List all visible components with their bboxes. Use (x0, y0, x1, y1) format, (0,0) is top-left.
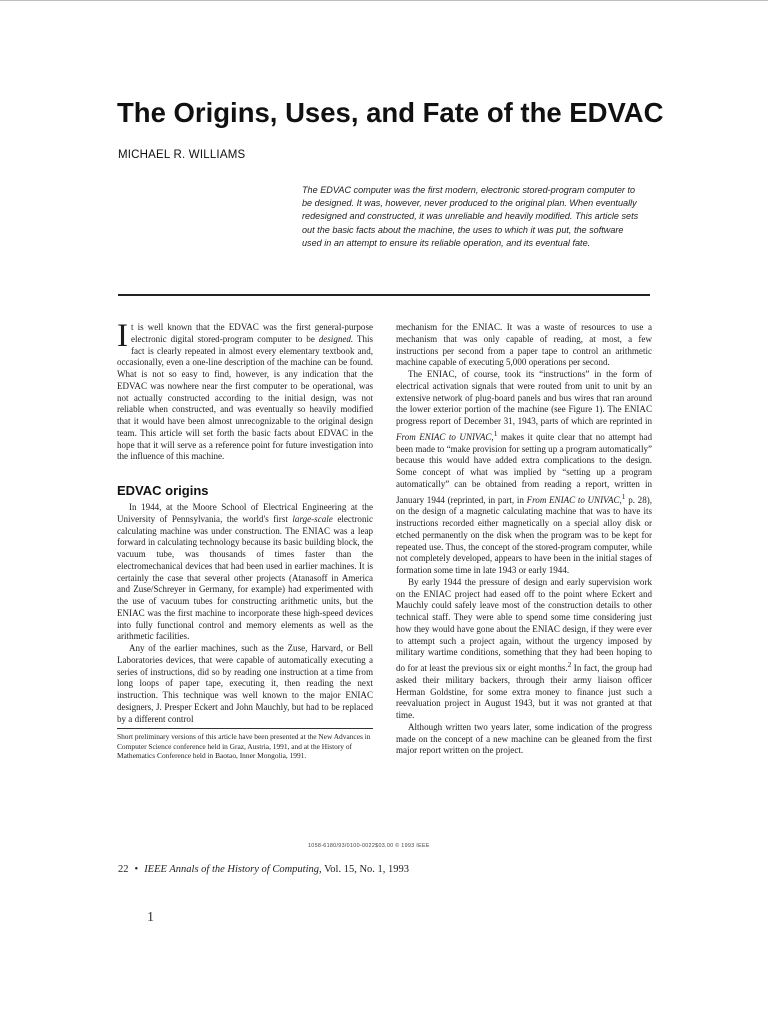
intro-paragraph (117, 318, 374, 463)
left-column (117, 318, 374, 761)
copyright-price-line: 1058-6180/93/0100-0022$03.00 © 1993 IEEE (308, 843, 430, 849)
scan-edge-line (0, 0, 768, 1)
reference-marker: 1 (493, 428, 498, 438)
para3-text-b: In fact, the group had asked their military backers, through their army liaison officer Herman Goldstine, for some extra money to finance just such a reevaluation project in August 1943, but it was not granted at that time. (396, 663, 652, 721)
citation-title-2: From ENIAC to UNIVAC, (526, 494, 622, 505)
early-1944-paragraph (396, 577, 652, 722)
footnote-separator (117, 728, 373, 729)
origins-paragraph (117, 502, 373, 643)
para2-text-a: The ENIAC, of course, took its “instructions” in the form of electrical activation signals that were routed from unit to unit by an extensive network of plug-board panels and bus wires that ran around the lower exterior portion of the machine (see Figure 1). The ENIAC progress report of December 31, 1943, parts of which are reprinted in (396, 369, 652, 426)
eniac-instructions-paragraph (396, 369, 652, 577)
abstract: The EDVAC computer was the first modern, electronic stored-program computer to be designed. It was, however, never produced to the original plan. When eventually redesigned and constructed, it was unreliable and heavily modified. This article sets out the basic facts about the machine, the uses to which it was put, the software used in an attempt to ensure its reliable operation, and its eventual fate. (302, 185, 639, 248)
author-name: MICHAEL R. WILLIAMS (118, 149, 246, 161)
intro-text-a: t is well known that the EDVAC was the first general-purpose electronic digital stored-program computer to be (131, 322, 373, 344)
scan-page-mark: 1 (147, 910, 154, 925)
origins-text-a: In 1944, at the Moore School of Electrical Engineering at the University of Pennsylvania, the world's first (117, 502, 373, 524)
reference-marker-3: 2 (567, 660, 572, 670)
intro-emphasis: designed. (318, 333, 354, 344)
journal-volume: Vol. 15, No. 1, 1993 (324, 864, 410, 875)
para2-text-c: p. 28), on the design of a magnetic calculating machine that was to have its instructions recorded either magnetically on a special alloy disk or etched permanently on the disk when the program was to be kept for repeated use. Thus, the concept of the stored-program computer, while not completely developed, appears to have been in the initial stages of formation some time in late 1943 or early 1944. (396, 494, 652, 576)
article-title: The Origins, Uses, and Fate of the EDVAC (117, 97, 664, 128)
footnote: Short preliminary versions of this article have been presented at the New Advances in Computer Science conference held in Graz, Austria, 1991, and at the History of Mathematics Conference held in Baotao, Inner Mongolia, 1991. (117, 732, 371, 761)
para3-text-a: By early 1944 the pressure of design and early supervision work on the ENIAC project had eased off to the point where Eckert and Mauchly could safely leave most of the construction details to other technical staff. They were able to spend some time considering just how they would have gone about the ENIAC design, if they were ever to attempt such a project again, without the urgency imposed by military wartime conditions, something that they had been hoping to do for at least the previous six or eight months. (396, 576, 652, 674)
page-number: 22 (118, 864, 129, 875)
origins-emphasis: large-scale (292, 513, 333, 524)
page-footer (118, 864, 409, 875)
intro-text-b: This fact is clearly repeated in almost every elementary textbook and, occasionally, even a one-line description of the machine can be found. What is not so easy to find, however, is any indication that the EDVAC was nowhere near the first computer to be operational, was not actually constructed according to the initial design, was not reliable when constructed, and was eventually so heavily modified that it would have been almost unrecognizable to the original design team. This article will set forth the basic facts about EDVAC in the hope that it will serve as a reference point for future investigation into the influence of this machine. (117, 333, 374, 462)
continued-paragraph: mechanism for the ENIAC. It was a waste of resources to use a mechanism that was only capable of reading, at most, a few instructions per second from a paper tape to control an arithmetic machine capable of executing 5,000 operations per second. (396, 322, 652, 368)
bullet-icon: • (134, 864, 139, 875)
section-heading: EDVAC origins (117, 483, 209, 498)
right-column (396, 322, 652, 757)
reference-marker-2: 1 (621, 491, 626, 501)
drop-cap: I (117, 318, 128, 354)
earlier-machines-paragraph: Any of the earlier machines, such as the Zuse, Harvard, or Bell Laboratories devices, that were capable of automatically executing a series of instructions, did so by reading one instruction at a time from long loops of paper tape, executing it, then reading the next instruction. This technique was well known to the major ENIAC designers, J. Presper Eckert and John Mauchly, but had to be replaced by a different control (117, 643, 373, 724)
para2-text-b: makes it quite clear that no attempt had been made to “make provision for setting up a program automatically” because this would have added extra complications to the design. Some concept of what was implied by “setting up a program automatically” can be obtained from reading a report, written in January 1944 (reprinted, in part, in (396, 431, 653, 505)
journal-name: IEEE Annals of the History of Computing, (144, 864, 322, 875)
header-rule (118, 294, 650, 296)
origins-text-b: electronic calculating machine was under construction. The ENIAC was a leap forward in calculating technology because its basic building block, the vacuum tube, was thousands of times faster than the electromechanical devices that had been used in earlier machines. It is certainly the case that several other projects (Atanasoff in America and Zuse/Schreyer in Germany, for example) had experimented with the use of vacuum tubes for constructing arithmetic units, but the ENIAC was the first machine to incorporate these high-speed devices into fully functional control and memory elements as well as the arithmetic facilities. (117, 513, 373, 642)
final-paragraph: Although written two years later, some indication of the progress made on the concept of a new machine can be gleaned from the first major report written on the project. (396, 721, 652, 756)
citation-title: From ENIAC to UNIVAC, (396, 431, 494, 442)
